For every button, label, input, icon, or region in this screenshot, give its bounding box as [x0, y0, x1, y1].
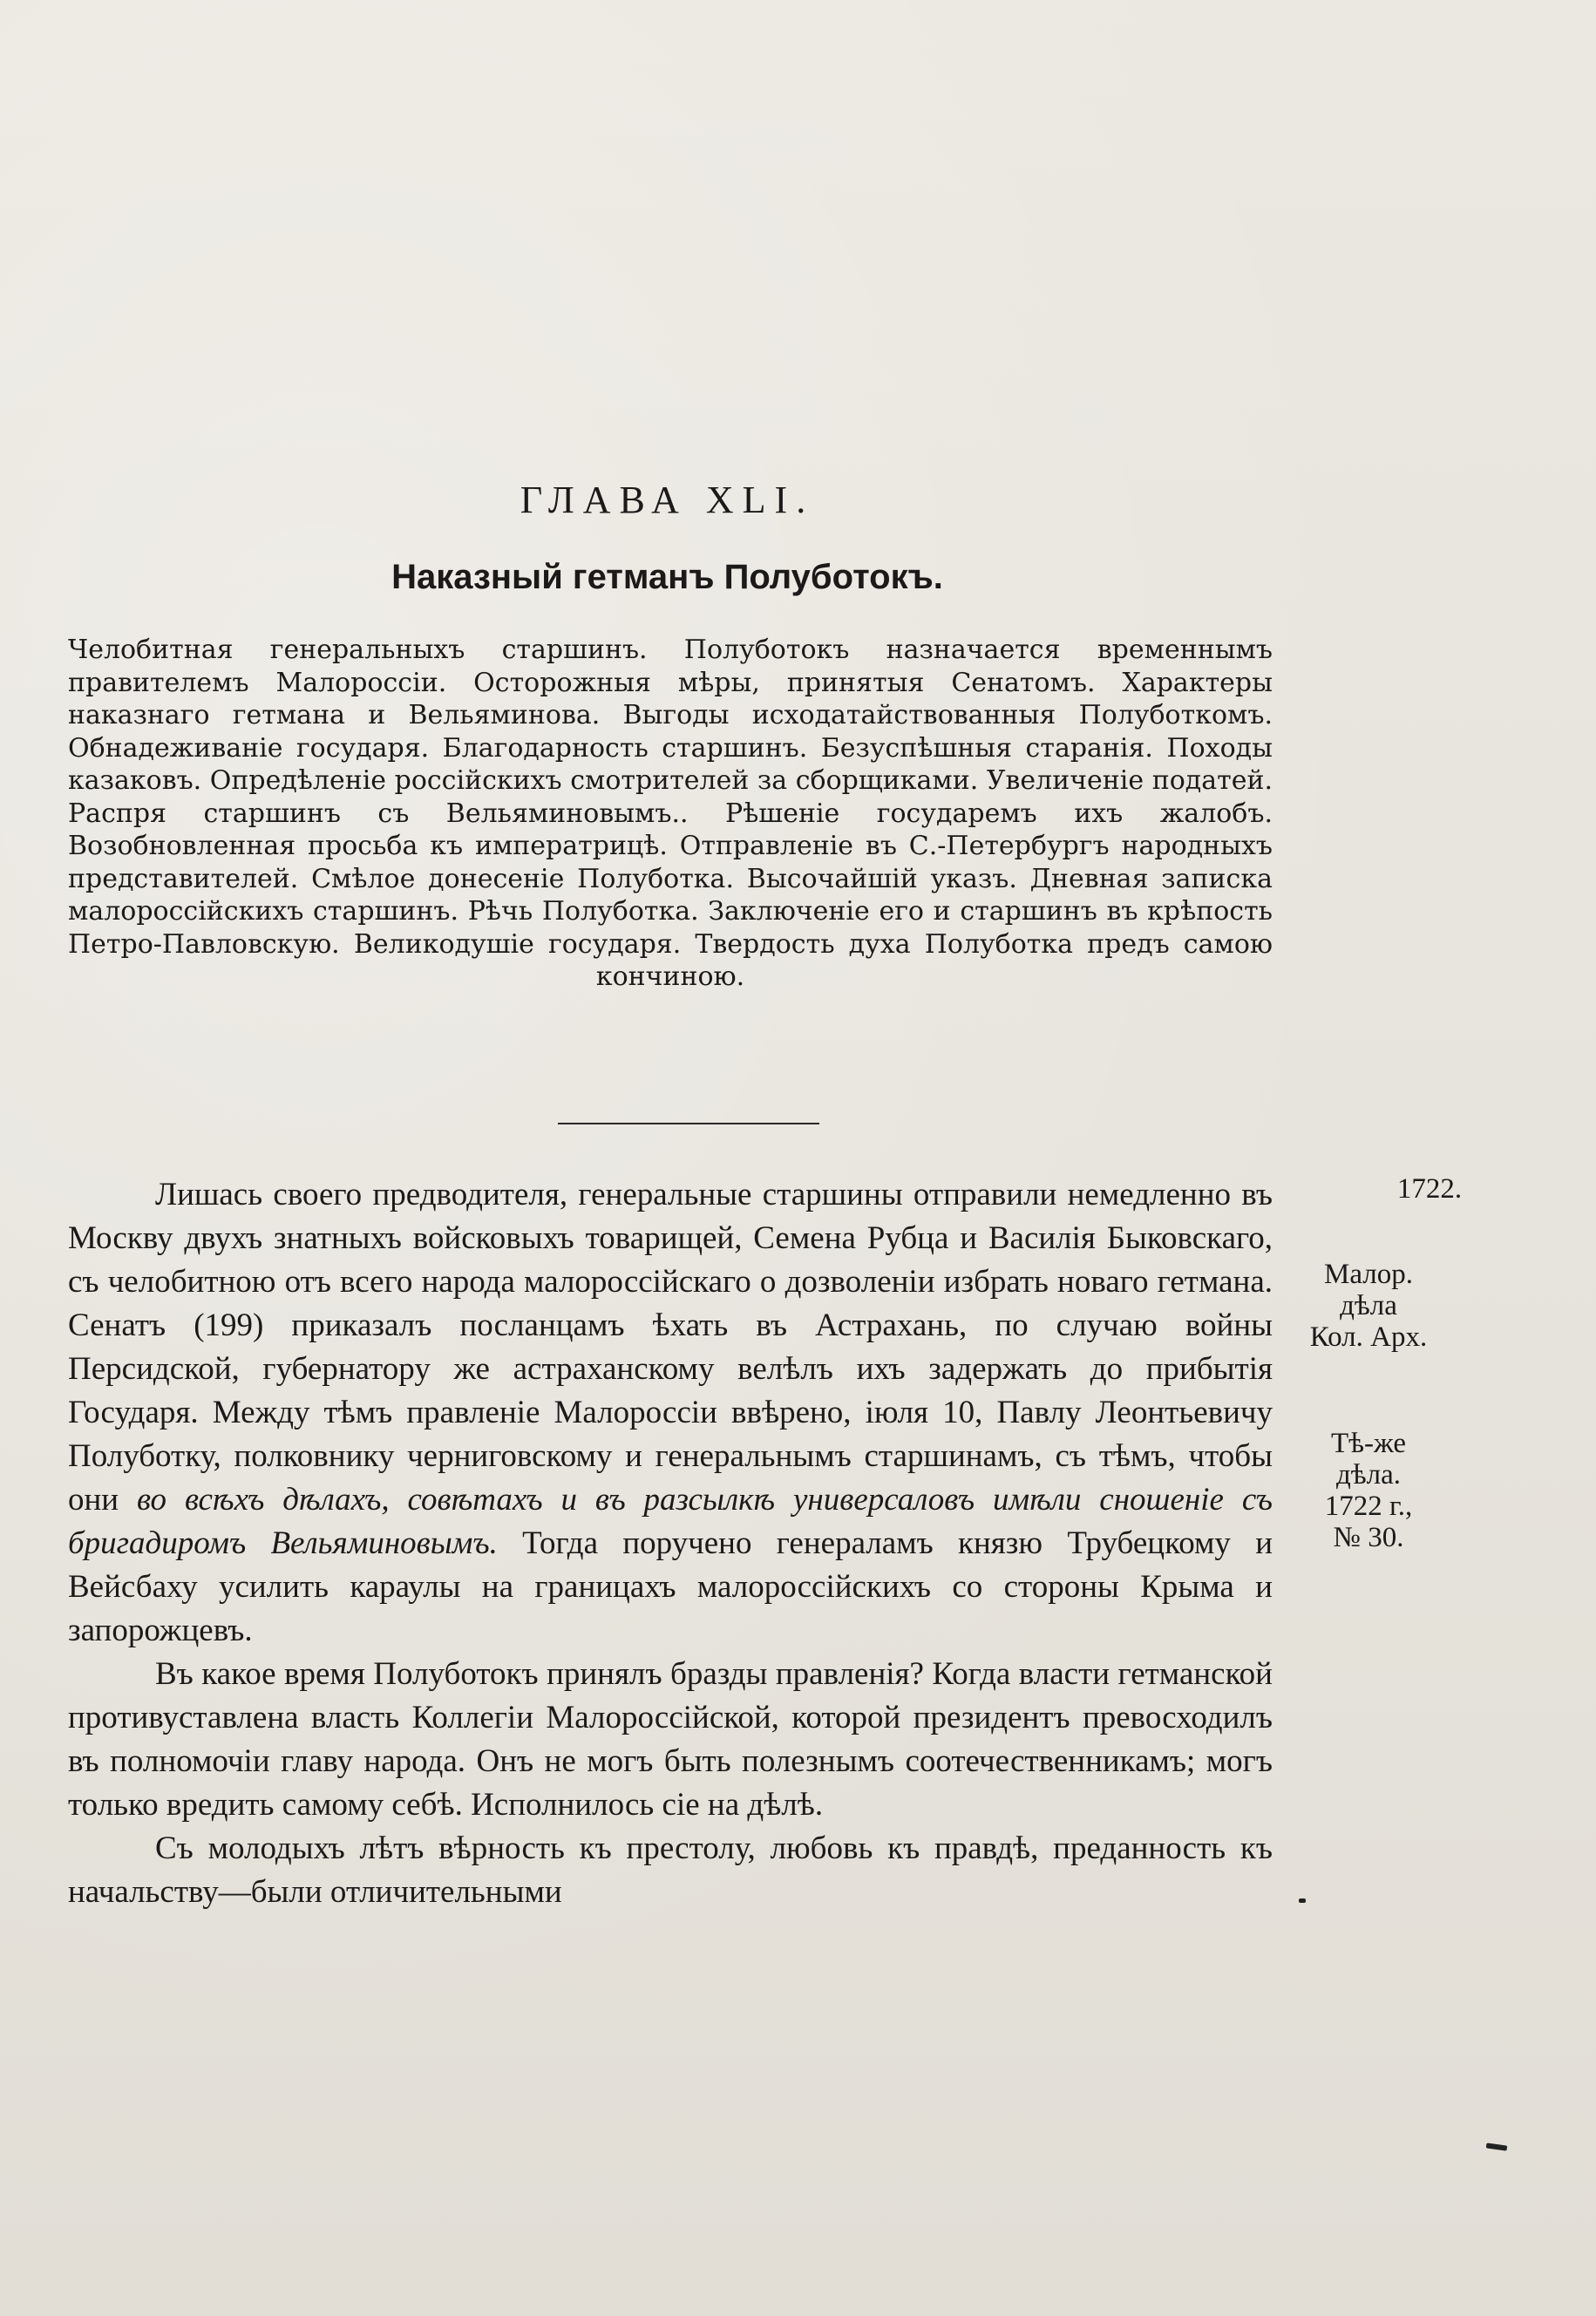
- body-text: [68, 1173, 1273, 1914]
- paragraph-3: Съ молодыхъ лѣтъ вѣрность къ престолу, любовь къ правдѣ, преданность къ начальству—были отличительными: [68, 1830, 1273, 1910]
- margin-note-source-1-line-2: дѣла: [1340, 1290, 1397, 1321]
- margin-note-year: 1722.: [1396, 1173, 1463, 1205]
- ink-speck: [1486, 2143, 1508, 2150]
- margin-note-source-2-line-3: 1722 г.,: [1324, 1491, 1413, 1522]
- margin-note-source-1-line-1: Малор.: [1324, 1259, 1413, 1290]
- ink-speck: [1299, 1898, 1306, 1903]
- paragraph-1-text: Лишась своего предводителя, генеральные старшины отправили немедленно въ Москву двухъ знатныхъ войсковыхъ товарищей, Семена Рубца и Василія Быковскаго, съ челобитною отъ всего народа малороссійскаго о дозволеніи избрать новаго гетмана. Сенатъ (199) приказалъ посланцамъ ѣхать въ Астрахань, по случаю войны Персидской, губернатору же астраханскому велѣлъ ихъ задержать до прибытія Государя. Между тѣмъ правленіе Малороссіи ввѣрено, іюля 10, Павлу Леонтьевичу Полуботку, полковнику черниговскому и генеральнымъ старшинамъ, съ тѣмъ, чтобы они: [68, 1177, 1273, 1518]
- paragraph-1: [68, 1173, 1273, 1653]
- paragraph-1-italic: во всѣхъ дѣлахъ, совѣтахъ и въ разсылкѣ универсаловъ имѣли сношеніе съ бригадиромъ Вельяминовымъ.: [68, 1482, 1273, 1561]
- chapter-subtitle: Наказный гетманъ Полуботокъ.: [391, 558, 943, 596]
- margin-note-source-1: [1281, 1259, 1456, 1353]
- chapter-synopsis: Челобитная генеральныхъ старшинъ. Полуботокъ назначается временнымъ правителемъ Малороссіи. Осторожныя мѣры, принятыя Сенатомъ. Характеры наказнаго гетмана и Вельяминова. Выгоды исходатайствованныя Полуботкомъ. Обнадеживаніе государя. Благодарность старшинъ. Безуспѣшныя старанія. Походы казаковъ. Опредѣленіе россійскихъ смотрителей за сборщиками. Увеличеніе податей. Распря старшинъ съ Вельяминовымъ.. Рѣшеніе государемъ ихъ жалобъ. Возобновленная просьба къ императрицѣ. Отправленіе въ С.-Петербургъ народныхъ представителей. Смѣлое донесеніе Полуботка. Высочайшій указъ. Дневная записка малороссійскихъ старшинъ. Рѣчь Полуботка. Заключеніе его и старшинъ въ крѣпость Петро-Павловскую. Великодушіе государя. Твердость духа Полуботка предъ самою кончиною.: [68, 635, 1273, 992]
- margin-note-source-2-line-1: Тѣ-же: [1330, 1428, 1407, 1459]
- margin-note-source-2-line-2: дѣла.: [1335, 1459, 1402, 1491]
- section-divider: [558, 1123, 819, 1124]
- margin-note-source-2-line-4: № 30.: [1333, 1522, 1404, 1553]
- margin-note-source-2: [1281, 1428, 1456, 1553]
- margin-note-source-1-line-3: Кол. Арх.: [1309, 1321, 1428, 1353]
- chapter-title: ГЛАВА XLI.: [520, 479, 815, 521]
- paragraph-1-end: Тогда поручено генераламъ князю Трубецкому и Вейсбаху усилить караулы на границахъ малороссійскихъ со стороны Крыма и запорожцевъ.: [68, 1525, 1273, 1648]
- paragraph-2: Въ какое время Полуботокъ принялъ бразды правленія? Когда власти гетманской противуставлена власть Коллегіи Малороссійской, которой президентъ превосходилъ въ полномочіи главу народа. Онъ не могъ быть полезнымъ соотечественникамъ; могъ только вредить самому себѣ. Исполнилось сіе на дѣлѣ.: [68, 1656, 1273, 1823]
